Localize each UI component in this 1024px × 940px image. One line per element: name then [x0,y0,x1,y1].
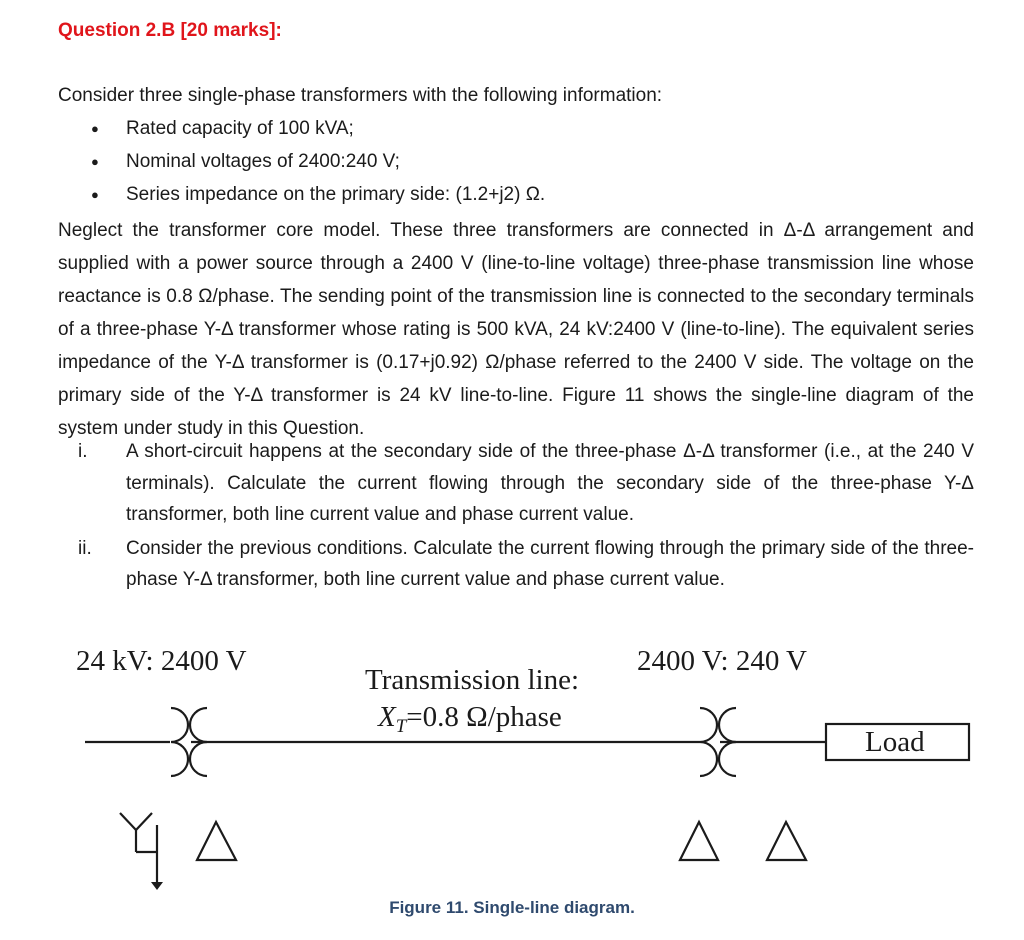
dd-primary-winding [700,708,717,776]
yd-primary-winding [171,708,188,776]
reactance-subscript: T [395,716,407,737]
spec-item-capacity: ● Rated capacity of 100 kVA; [58,116,545,149]
question-parts [58,436,974,598]
part-text: A short-circuit happens at the secondary side of the three-phase Δ-Δ transformer (i.e., at the 240 V terminals). Calculate the current flowing through the secondary side of the three-phase Y-Δ transformer, both line current value and phase current value. [126,441,974,525]
load-label: Load [865,726,925,758]
question-heading: Question 2.B [20 marks]: [58,20,282,41]
dd-primary-delta-icon [680,822,718,860]
question-part-ii [58,533,974,596]
wye-grounded-icon [120,813,157,886]
part-text: Consider the previous conditions. Calculate the current flowing through the primary side of the three-phase Y-Δ transformer, both line current value and phase current value. [126,537,974,590]
dd-secondary-delta-icon [767,822,806,860]
part-number: i. [78,441,88,462]
spec-item-impedance: ● Series impedance on the primary side: (1.2+j2) Ω. [58,182,545,215]
part-number: ii. [78,537,92,559]
transmission-line-label: Transmission line: [365,664,580,696]
yd-transformer-rating: 24 kV: 2400 V [76,645,247,677]
intro-text: Consider three single-phase transformers with the following information: [58,85,663,106]
question-part-i [58,436,974,531]
line-reactance-label [377,701,562,737]
figure-caption: Figure 11. Single-line diagram. [389,898,635,917]
reactance-value: =0.8 Ω/phase [406,701,562,733]
reactance-symbol: X [378,701,396,733]
problem-paragraph: Neglect the transformer core model. These three transformers are connected in Δ-Δ arrangement and supplied with a power source through a 2400 V (line-to-line voltage) three-phase transmission line whose reactance is 0.8 Ω/phase. The sending point of the transmission line is connected to the secondary terminals of a three-phase Y-Δ transformer whose rating is 500 kVA, 24 kV:2400 V (line-to-line). The equivalent series impedance of the Y-Δ transformer is (0.17+j0.92) Ω/phase referred to the 2400 V side. The voltage on the primary side of the Y-Δ transformer is 24 kV line-to-line. Figure 11 shows the single-line diagram of the system under study in this Question. [58,220,974,439]
spec-item-voltages: ● Nominal voltages of 2400:240 V; [58,149,545,182]
dd-transformer-rating: 2400 V: 240 V [637,645,807,677]
spec-list [58,116,545,215]
single-line-diagram [0,620,1024,895]
yd-delta-icon [197,822,236,860]
ground-arrow-icon [151,882,163,890]
